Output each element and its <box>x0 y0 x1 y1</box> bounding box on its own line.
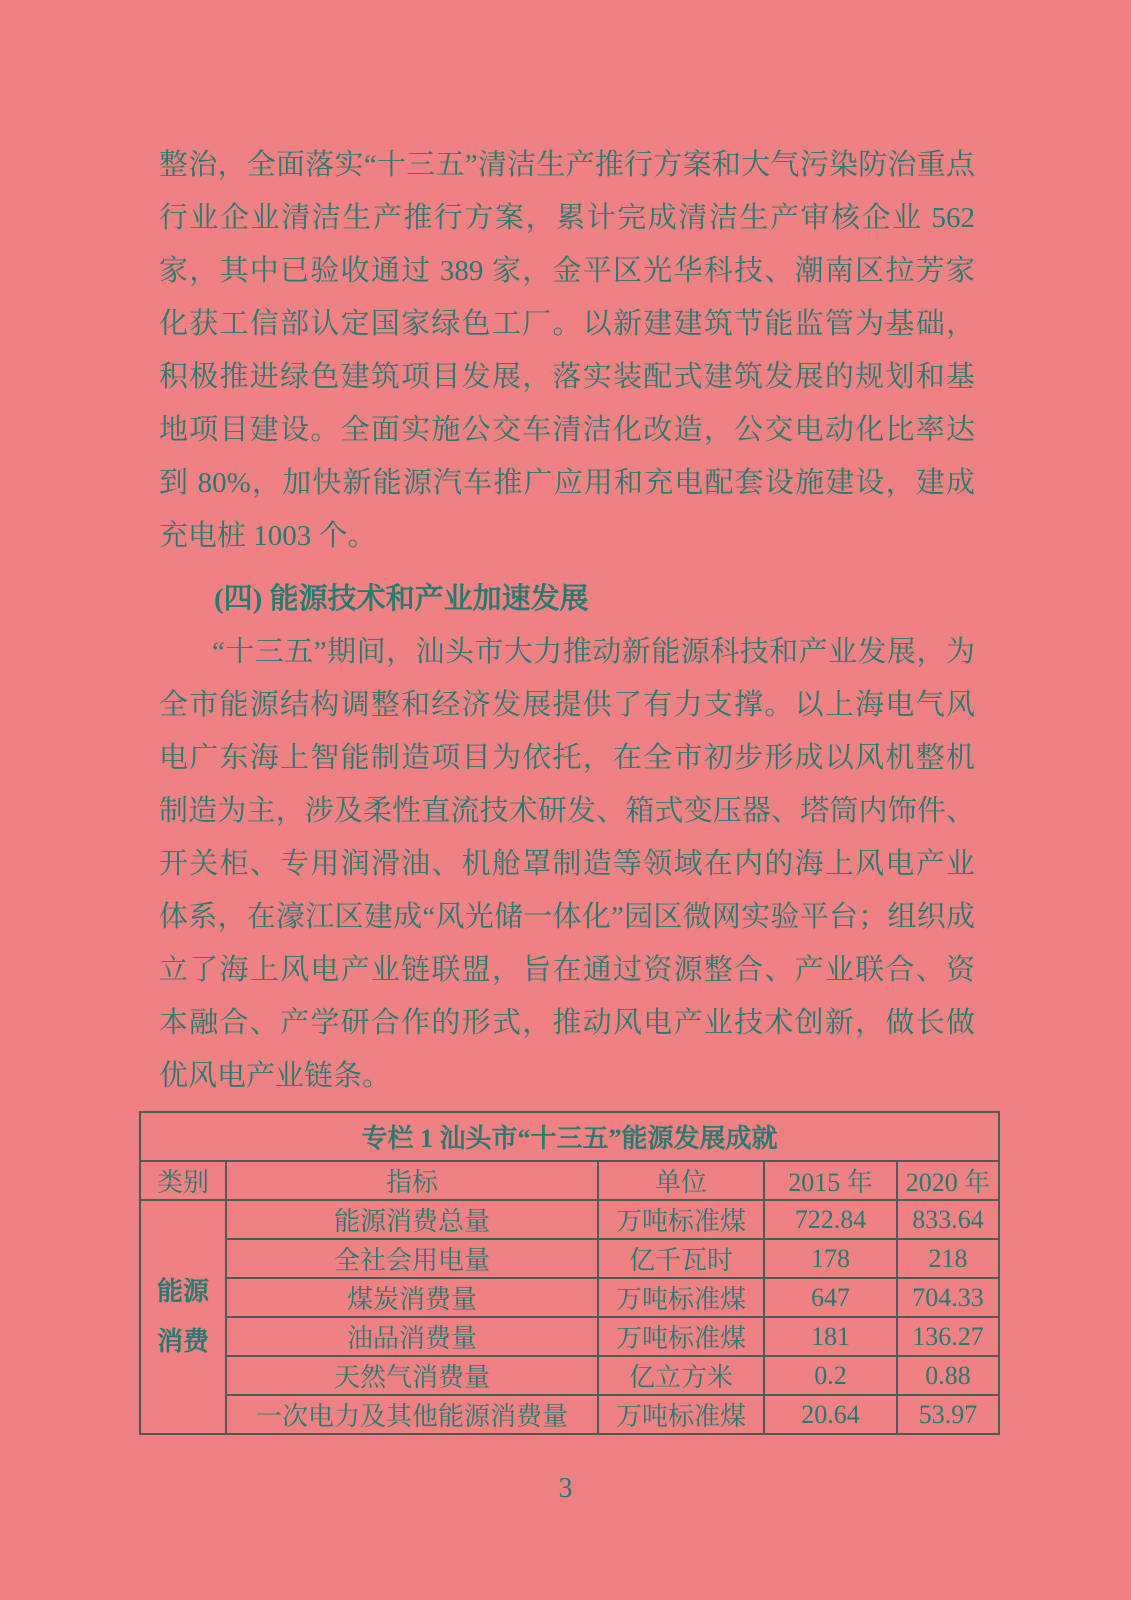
paragraph-line: 优风电产业链条。 <box>159 1060 392 1092</box>
page-number: 3 <box>558 1473 573 1504</box>
table-row <box>140 1356 999 1395</box>
unit-cell: 万吨标准煤 <box>598 1200 764 1239</box>
value-2020-cell: 0.88 <box>897 1356 999 1395</box>
paragraph-line: 开关柜、专用润滑油、机舱罩制造等领域在内的海上风电产业 <box>159 848 975 880</box>
indicator-cell: 一次电力及其他能源消费量 <box>226 1395 598 1434</box>
paragraph-line: 地项目建设。全面实施公交车清洁化改造，公交电动化比率达 <box>159 414 975 446</box>
table-row <box>140 1317 999 1356</box>
table-row <box>140 1395 999 1434</box>
table-row <box>140 1278 999 1317</box>
paragraph-line: 行业企业清洁生产推行方案，累计完成清洁生产审核企业 562 <box>159 202 975 234</box>
value-2015-cell: 647 <box>764 1278 897 1317</box>
table-row <box>140 1200 999 1239</box>
paragraph-line: 家，其中已验收通过 389 家，金平区光华科技、潮南区拉芳家 <box>159 255 975 287</box>
indicator-cell: 油品消费量 <box>226 1317 598 1356</box>
indicator-cell: 能源消费总量 <box>226 1200 598 1239</box>
table-header-row <box>140 1161 999 1200</box>
col-header-2015: 2015 年 <box>764 1161 897 1200</box>
paragraph-line: 积极推进绿色建筑项目发展，落实装配式建筑发展的规划和基 <box>159 361 975 393</box>
paragraph-line: 充电桩 1003 个。 <box>159 520 377 552</box>
value-2020-cell: 218 <box>897 1239 999 1278</box>
table-row <box>140 1239 999 1278</box>
indicator-cell: 煤炭消费量 <box>226 1278 598 1317</box>
unit-cell: 万吨标准煤 <box>598 1317 764 1356</box>
value-2020-cell: 136.27 <box>897 1317 999 1356</box>
category-line: 能源 <box>156 1277 209 1306</box>
value-2015-cell: 178 <box>764 1239 897 1278</box>
table-title-row <box>140 1112 999 1161</box>
unit-cell: 万吨标准煤 <box>598 1395 764 1434</box>
paragraph-line: 制造为主，涉及柔性直流技术研发、箱式变压器、塔筒内饰件、 <box>159 795 975 827</box>
value-2020-cell: 833.64 <box>897 1200 999 1239</box>
value-2015-cell: 20.64 <box>764 1395 897 1434</box>
paragraph-line: 全市能源结构调整和经济发展提供了有力支撑。以上海电气风 <box>159 689 975 721</box>
category-line: 消费 <box>156 1327 209 1356</box>
unit-cell: 万吨标准煤 <box>598 1278 764 1317</box>
indicator-cell: 全社会用电量 <box>226 1239 598 1278</box>
paragraph-line: 体系，在濠江区建成“风光储一体化”园区微网实验平台；组织成 <box>159 901 975 933</box>
col-header-indicator: 指标 <box>226 1161 598 1200</box>
value-2020-cell: 53.97 <box>897 1395 999 1434</box>
paragraph-line: 电广东海上智能制造项目为依托，在全市初步形成以风机整机 <box>159 742 975 774</box>
table-title: 专栏 1 汕头市“十三五”能源发展成就 <box>140 1112 999 1161</box>
paragraph-line: 立了海上风电产业链联盟，旨在通过资源整合、产业联合、资 <box>159 954 975 986</box>
value-2015-cell: 181 <box>764 1317 897 1356</box>
paragraph-line: “十三五”期间，汕头市大力推动新能源科技和产业发展，为 <box>212 636 975 668</box>
paragraph-line: 到 80%，加快新能源汽车推广应用和充电配套设施建设，建成 <box>159 467 975 499</box>
paragraph-line: 化获工信部认定国家绿色工厂。以新建建筑节能监管为基础， <box>159 308 975 340</box>
paragraph-line: 整治，全面落实“十三五”清洁生产推行方案和大气污染防治重点 <box>159 149 975 181</box>
unit-cell: 亿立方米 <box>598 1356 764 1395</box>
energy-achievements-table <box>139 1111 1000 1435</box>
col-header-unit: 单位 <box>598 1161 764 1200</box>
col-header-category: 类别 <box>140 1161 226 1200</box>
category-cell <box>140 1200 226 1434</box>
paragraph-line: 本融合、产学研合作的形式，推动风电产业技术创新，做长做 <box>159 1007 975 1039</box>
value-2015-cell: 0.2 <box>764 1356 897 1395</box>
body-text-column <box>159 139 975 1103</box>
unit-cell: 亿千瓦时 <box>598 1239 764 1278</box>
section-heading: (四) 能源技术和产业加速发展 <box>214 583 589 615</box>
col-header-2020: 2020 年 <box>897 1161 999 1200</box>
value-2015-cell: 722.84 <box>764 1200 897 1239</box>
indicator-cell: 天然气消费量 <box>226 1356 598 1395</box>
value-2020-cell: 704.33 <box>897 1278 999 1317</box>
